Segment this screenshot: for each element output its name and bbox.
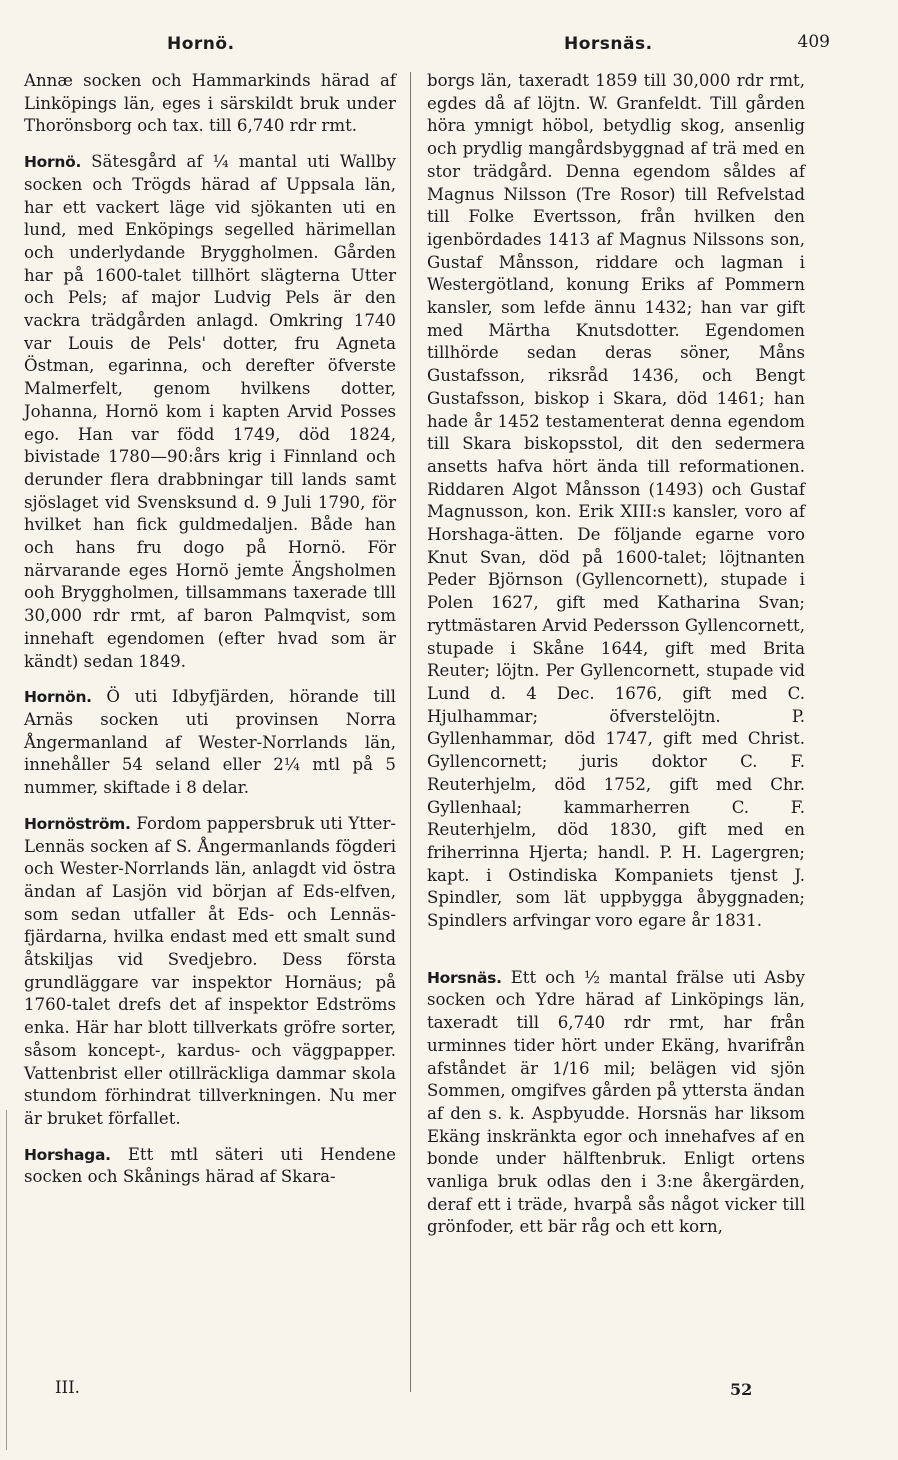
entry-text: Ett mtl säteri uti Hendene socken och Skånings härad af Skara- <box>24 1144 396 1187</box>
entry-text: Sätesgård af ¼ mantal uti Wallby socken och Trögds härad af Uppsala län, har ett vackert läge vid sjökanten uti en lund, med Enköpings segelled härimellan och underlydande Bryggholmen. Gården har på 1600-talet tillhört slägterna Utter och Pels; af major Ludvig Pels är den vackra trädgården anlagd. Omkring 1740 var Louis de Pels' dotter, fru Agneta Östman, egarinna, och derefter öfverste Malmerfelt, genom hvilkens dotter, Johanna, Hornö kom i kapten Arvid Posses ego. Han var född 1749, död 1824, bivistade 1780—90:års krig i Finnland och derunder flera drabbningar till lands samt sjöslaget vid Svensksund d. 9 Juli 1790, för hvilket han fick guldmedaljen. Både han och hans fru dogo på Hornö. För närvarande eges Hornö jemte Ängsholmen ooh Bryggholmen, tillsammans taxerade tlll 30,000 rdr rmt, af baron Palmqvist, som innehaft egendomen (efter hvad som är kändt) sedan 1849. <box>24 152 396 671</box>
running-header <box>24 32 830 62</box>
entry-term: Horshaga. <box>24 1145 111 1164</box>
entry-text: borgs län, taxeradt 1859 till 30,000 rdr rmt, egdes då af löjtn. W. Granfeldt. Till gården höra ymnigt höbol, betydlig skog, ansenlig och prydlig mangårdsbyggnad af trä med en stor trädgård. Denna egendom såldes af Magnus Nilsson (Tre Rosor) till Refvelstad till Folke Evertsson, från hvilken den igenbördades 1413 af Magnus Nilssons son, Gustaf Månsson, riddare och lagman i Westergötland, konung Eriks af Pommern kansler, som lefde ännu 1432; han var gift med Märtha Knutsdotter. Egendomen tillhörde sedan deras söner, Måns Gustafsson, riksråd 1436, och Bengt Gustafsson, biskop i Skara, död 1461; han hade år 1452 testamenterat denna egendom till Skara biskopsstol, dit den sedermera ansetts hafva hört ända till reformationen. Riddaren Algot Månsson (1493) och Gustaf Magnusson, kon. Erik XIII:s kansler, voro af Horshaga-ätten. De följande egarne voro Knut Svan, död på 1600-talet; löjtnanten Peder Björnson (Gyllencornett), stupade i Polen 1627, gift med Katharina Svan; ryttmästaren Arvid Pedersson Gyllencornett, stupade i Skåne 1644, gift med Brita Reuter; löjtn. Per Gyllencornett, stupade vid Lund d. 4 Dec. 1676, gift med C. Hjulhammar; öfverstelöjtn. P. Gyllenhammar, död 1747, gift med Christ. Gyllencornett; juris doktor C. F. Reuterhjelm, död 1752, gift med Chr. Gyllenhaal; kammarherren C. F. Reuterhjelm, död 1830, gift med en friherrinna Hjerta; handl. P. H. Lagergren; kapt. i Ostindiska Kompaniets tjenst J. Spindler, som lät uppbygga åbyggnaden; Spindlers arfvingar voro egare år 1831. <box>427 71 805 931</box>
entry-hornö <box>24 151 396 673</box>
header-left-word: Hornö. <box>167 34 235 54</box>
left-column <box>24 70 396 1189</box>
entry-continuation: Annæ socken och Hammarkinds härad af Linköpings län, eges i särskildt bruk under Thorönsborg och tax. till 6,740 rdr rmt. <box>24 71 396 136</box>
entry-text: Ett och ½ mantal frälse uti Asby socken och Ydre härad af Linköpings län, taxeradt till 6,740 rdr rmt, har från urminnes tider hört under Ekäng, hvarifrån afståndet är 1/16 mil; belägen vid sjön Sommen, omgifves gården på yttersta ändan af den s. k. Aspbyudde. Horsnäs har liksom Ekäng inskränkta egor och innehafves af en bonde under hälftenbruk. Enligt ortens vanliga bruk odlas den i 3:ne åkergärden, deraf ett i träde, hvarpå sås något vicker till grönfoder, ett bär råg och ett korn, <box>427 967 805 1237</box>
entry-horshaga-continued <box>427 70 805 933</box>
entry-horshaga <box>24 1144 396 1189</box>
entry-hornön <box>24 686 396 800</box>
signature-mark-right: 52 <box>730 1380 753 1399</box>
header-right-word: Horsnäs. <box>564 34 653 54</box>
right-column <box>427 70 805 1239</box>
entry-term: Hornö. <box>24 153 82 172</box>
entry-text: Fordom pappersbruk uti Ytter-Lennäs socken af S. Ångermanlands fögderi och Wester-Norrlands län, anlagdt vid östra ändan af Lasjön vid början af Eds-elfven, som sedan utfaller åt Eds- och Lennäs-fjärdarna, hvilka endast med ett smalt sund åtskiljas vid Svedjebro. Dess första grundläggare var inspektor Hornäus; på 1760-talet drefs det af inspektor Edströms enka. Här har blott tillverkats gröfre sorter, såsom koncept-, kardus- och väggpapper. Vattenbrist eller otillräckliga dammar skola stundom förhindrat tillverkningen. Nu mer är bruket förfallet. <box>24 813 396 1128</box>
entry-term: Hornön. <box>24 688 92 707</box>
entry-text: Ö uti Idbyfjärden, hörande till Arnäs socken uti provinsen Norra Ångermanland af Wester-Norrlands län, innehåller 54 seland eller 2¼ mtl på 5 nummer, skiftade i 8 delar. <box>24 687 396 798</box>
entry-hornöström <box>24 813 396 1131</box>
entry-horsnäs <box>427 967 805 1239</box>
signature-mark-left: III. <box>55 1378 80 1397</box>
entry-term: Hornöström. <box>24 814 131 833</box>
page-number: 409 <box>797 32 830 52</box>
margin-rule <box>6 1110 7 1450</box>
entry-term: Horsnäs. <box>427 968 502 987</box>
column-divider <box>410 72 411 1392</box>
